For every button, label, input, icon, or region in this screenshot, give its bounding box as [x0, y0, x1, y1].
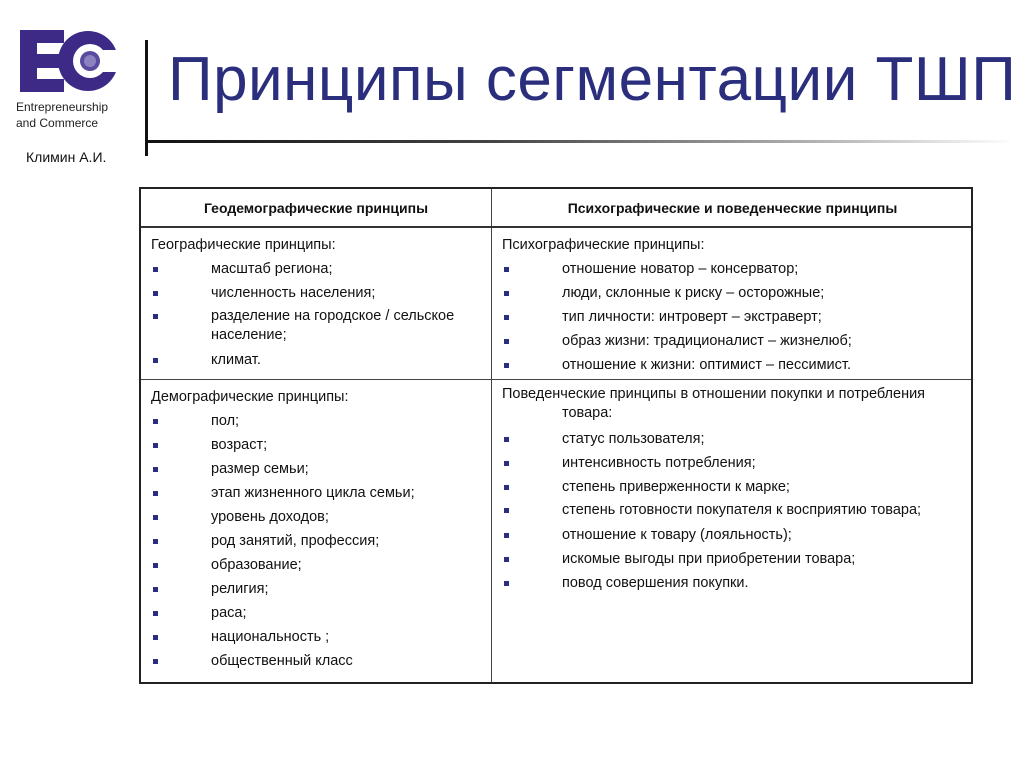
list-item: уровень доходов; — [151, 505, 481, 529]
cell-behavioral — [502, 385, 967, 595]
list-item: повод совершения покупки. — [502, 571, 967, 595]
bullet-icon — [153, 358, 158, 363]
list-item: религия; — [151, 577, 481, 601]
list-item: масштаб региона; — [151, 257, 481, 281]
bullet-icon — [504, 533, 509, 538]
geographic-list — [151, 257, 481, 372]
list-item: отношение к жизни: оптимист – пессимист. — [502, 353, 967, 377]
bullet-icon — [153, 467, 158, 472]
header-vertical-rule — [145, 40, 148, 156]
logo-caption-line2: and Commerce — [16, 116, 99, 130]
bullet-icon — [153, 563, 158, 568]
list-item: искомые выгоды при приобретении товара; — [502, 547, 967, 571]
list-item: образ жизни: традиционалист – жизнелюб; — [502, 329, 967, 353]
bullet-icon — [504, 291, 509, 296]
list-item: численность населения; — [151, 281, 481, 305]
logo-caption — [16, 99, 108, 131]
bullet-icon — [153, 267, 158, 272]
header-geodemographic: Геодемографические принципы — [203, 199, 429, 216]
bullet-icon — [153, 515, 158, 520]
bullet-icon — [153, 659, 158, 664]
behavioral-list — [502, 427, 967, 595]
logo-caption-line1: Entrepreneurship — [16, 100, 109, 114]
list-item: раса; — [151, 601, 481, 625]
author-name: Климин А.И. — [26, 149, 107, 165]
section-heading: Географические принципы: — [151, 237, 336, 253]
list-item: национальность ; — [151, 625, 481, 649]
header-horizontal-rule — [145, 140, 1015, 143]
bullet-icon — [153, 491, 158, 496]
bullet-icon — [504, 557, 509, 562]
list-item: разделение на городское / сельское население; — [151, 305, 481, 348]
bullet-icon — [504, 437, 509, 442]
list-item: люди, склонные к риску – осторожные; — [502, 281, 967, 305]
ec-logo — [20, 30, 120, 92]
bullet-icon — [153, 539, 158, 544]
bullet-icon — [153, 587, 158, 592]
bullet-icon — [153, 419, 158, 424]
list-item: возраст; — [151, 433, 481, 457]
list-item: климат. — [151, 348, 481, 372]
bullet-icon — [504, 267, 509, 272]
list-item: степень приверженности к марке; — [502, 475, 967, 499]
list-item: тип личности: интроверт – экстраверт; — [502, 305, 967, 329]
column-divider — [491, 189, 492, 682]
list-item: отношение новатор – консерватор; — [502, 257, 967, 281]
bullet-icon — [153, 635, 158, 640]
bullet-icon — [504, 315, 509, 320]
list-item: пол; — [151, 409, 481, 433]
list-item: образование; — [151, 553, 481, 577]
bullet-icon — [153, 291, 158, 296]
bullet-icon — [153, 443, 158, 448]
bullet-icon — [504, 485, 509, 490]
list-item: интенсивность потребления; — [502, 451, 967, 475]
slide-title: Принципы сегментации ТШП — [168, 45, 1017, 114]
list-item: статус пользователя; — [502, 427, 967, 451]
bullet-icon — [153, 314, 158, 319]
section-heading: Психографические принципы: — [502, 237, 705, 253]
section-heading: Демографические принципы: — [151, 389, 349, 405]
bullet-icon — [504, 581, 509, 586]
bullet-icon — [504, 461, 509, 466]
cell-psychographic — [502, 233, 967, 377]
cell-geographic — [151, 233, 481, 372]
bullet-icon — [153, 611, 158, 616]
list-item: размер семьи; — [151, 457, 481, 481]
ec-logo-mark — [20, 30, 120, 92]
header-psychographic-behavioral: Психографические и поведенческие принципы — [567, 199, 898, 216]
list-item: степень готовности покупателя к восприятию товара; — [502, 499, 967, 523]
section-heading: Поведенческие принципы в отношении покупки и потребления товара: — [502, 386, 926, 421]
bullet-icon — [504, 363, 509, 368]
list-item: род занятий, профессия; — [151, 529, 481, 553]
bullet-icon — [504, 508, 509, 513]
list-item: отношение к товару (лояльность); — [502, 523, 967, 547]
list-item: общественный класс — [151, 649, 481, 673]
psychographic-list — [502, 257, 967, 377]
segmentation-table — [139, 187, 973, 684]
demographic-list — [151, 409, 481, 673]
list-item: этап жизненного цикла семьи; — [151, 481, 481, 505]
row-divider — [141, 379, 971, 380]
header-divider — [141, 226, 971, 228]
cell-demographic — [151, 385, 481, 673]
bullet-icon — [504, 339, 509, 344]
